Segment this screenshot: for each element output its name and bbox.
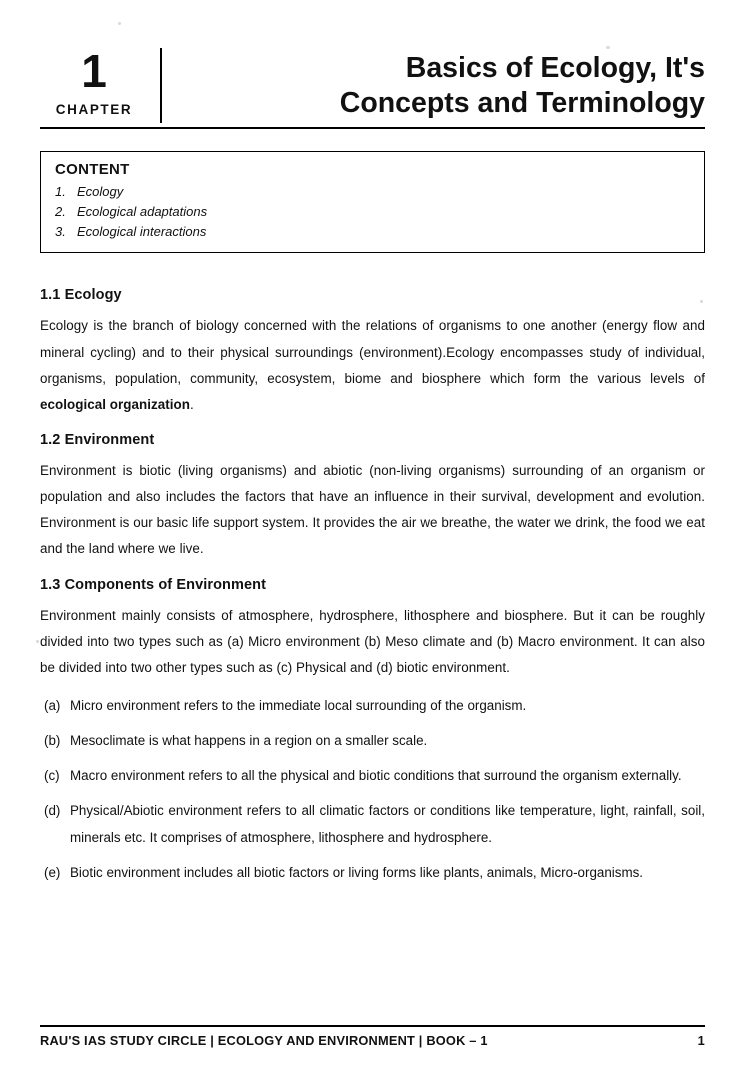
paragraph-text-part-1: Ecology is the branch of biology concerned with the relations of organisms to one another (energy flow and mineral cycling) and to their physical surroundings (environment).Ecology encompasses study of individual, organisms, population, community, ecosystem, biome and biosphere which form the various levels of [40, 318, 705, 386]
footer-text: RAU'S IAS STUDY CIRCLE | ECOLOGY AND ENVIRONMENT | BOOK – 1 [40, 1033, 488, 1048]
list-item [55, 202, 690, 222]
list-item-label: Ecology [77, 184, 124, 199]
section-paragraph [40, 313, 705, 418]
list-item [55, 222, 690, 242]
content-box [40, 151, 705, 253]
list-item-marker: (e) [44, 864, 61, 880]
list-item [40, 728, 705, 754]
list-item-text: Micro environment refers to the immediate local surrounding of the organism. [70, 697, 527, 713]
page-title [162, 51, 705, 123]
list-item [40, 860, 705, 886]
section-heading: 1.2 Environment [40, 431, 155, 448]
list-item-marker: (b) [44, 733, 61, 749]
list-item-text: Mesoclimate is what happens in a region on a smaller scale. [70, 733, 428, 749]
lettered-points-list [40, 693, 705, 886]
list-item-text: Macro environment refers to all the physical and biotic conditions that surround the organism externally. [70, 768, 682, 784]
list-item-number: 3. [55, 224, 66, 240]
list-item-number: 2. [55, 204, 66, 220]
list-item-label: Ecological interactions [77, 224, 207, 240]
chapter-badge [40, 45, 162, 123]
paragraph-text-part-2: . [189, 396, 194, 412]
content-box-title: CONTENT [55, 161, 130, 178]
list-item-text: Physical/Abiotic environment refers to all climatic factors or conditions like temperature, light, rainfall, soil, minerals etc. It comprises of atmosphere, lithosphere and hydrosphere. [70, 803, 705, 845]
chapter-word-label: CHAPTER [55, 102, 133, 117]
page-title-line-2: Concepts and Terminology [339, 87, 705, 120]
list-item-marker: (d) [44, 803, 61, 819]
list-item-text: Biotic environment includes all biotic factors or living forms like plants, animals, Micro-organisms. [70, 864, 644, 880]
section-components-of-environment [40, 577, 705, 886]
list-item [40, 693, 705, 719]
list-item-label: Ecological adaptations [77, 204, 208, 220]
section-environment [40, 432, 705, 563]
section-paragraph: Environment is biotic (living organisms) and abiotic (non-living organisms) surrounding of an organism or population and also includes the factors that have an influence in their survival, development and evolution. Environment is our basic life support system. It provides the air we breathe, the water we drink, the food we eat and the land where we live. [40, 462, 705, 557]
section-heading: 1.1 Ecology [40, 287, 122, 304]
list-item [40, 798, 705, 850]
list-item-marker: (c) [44, 768, 60, 784]
page-title-line-1: Basics of Ecology, It's [405, 52, 705, 85]
chapter-header [40, 0, 705, 129]
section-ecology [40, 287, 705, 418]
page-number: 1 [697, 1033, 705, 1048]
list-item-marker: (a) [44, 697, 61, 713]
paragraph-bold-term: ecological organization [40, 396, 190, 412]
content-list [55, 182, 690, 242]
list-item [55, 182, 690, 202]
section-paragraph: Environment mainly consists of atmosphere, hydrosphere, lithosphere and biosphere. But it can be roughly divided into two types such as (a) Micro environment (b) Meso climate and (b) Macro environment. It can also be divided into two other types such as (c) Physical and (d) biotic environment. [40, 607, 705, 675]
chapter-number: 1 [81, 45, 107, 97]
section-heading: 1.3 Components of Environment [40, 576, 267, 593]
page-footer [40, 1025, 705, 1048]
scan-speckle [36, 640, 39, 643]
list-item [40, 763, 705, 789]
list-item-number: 1. [55, 184, 66, 199]
